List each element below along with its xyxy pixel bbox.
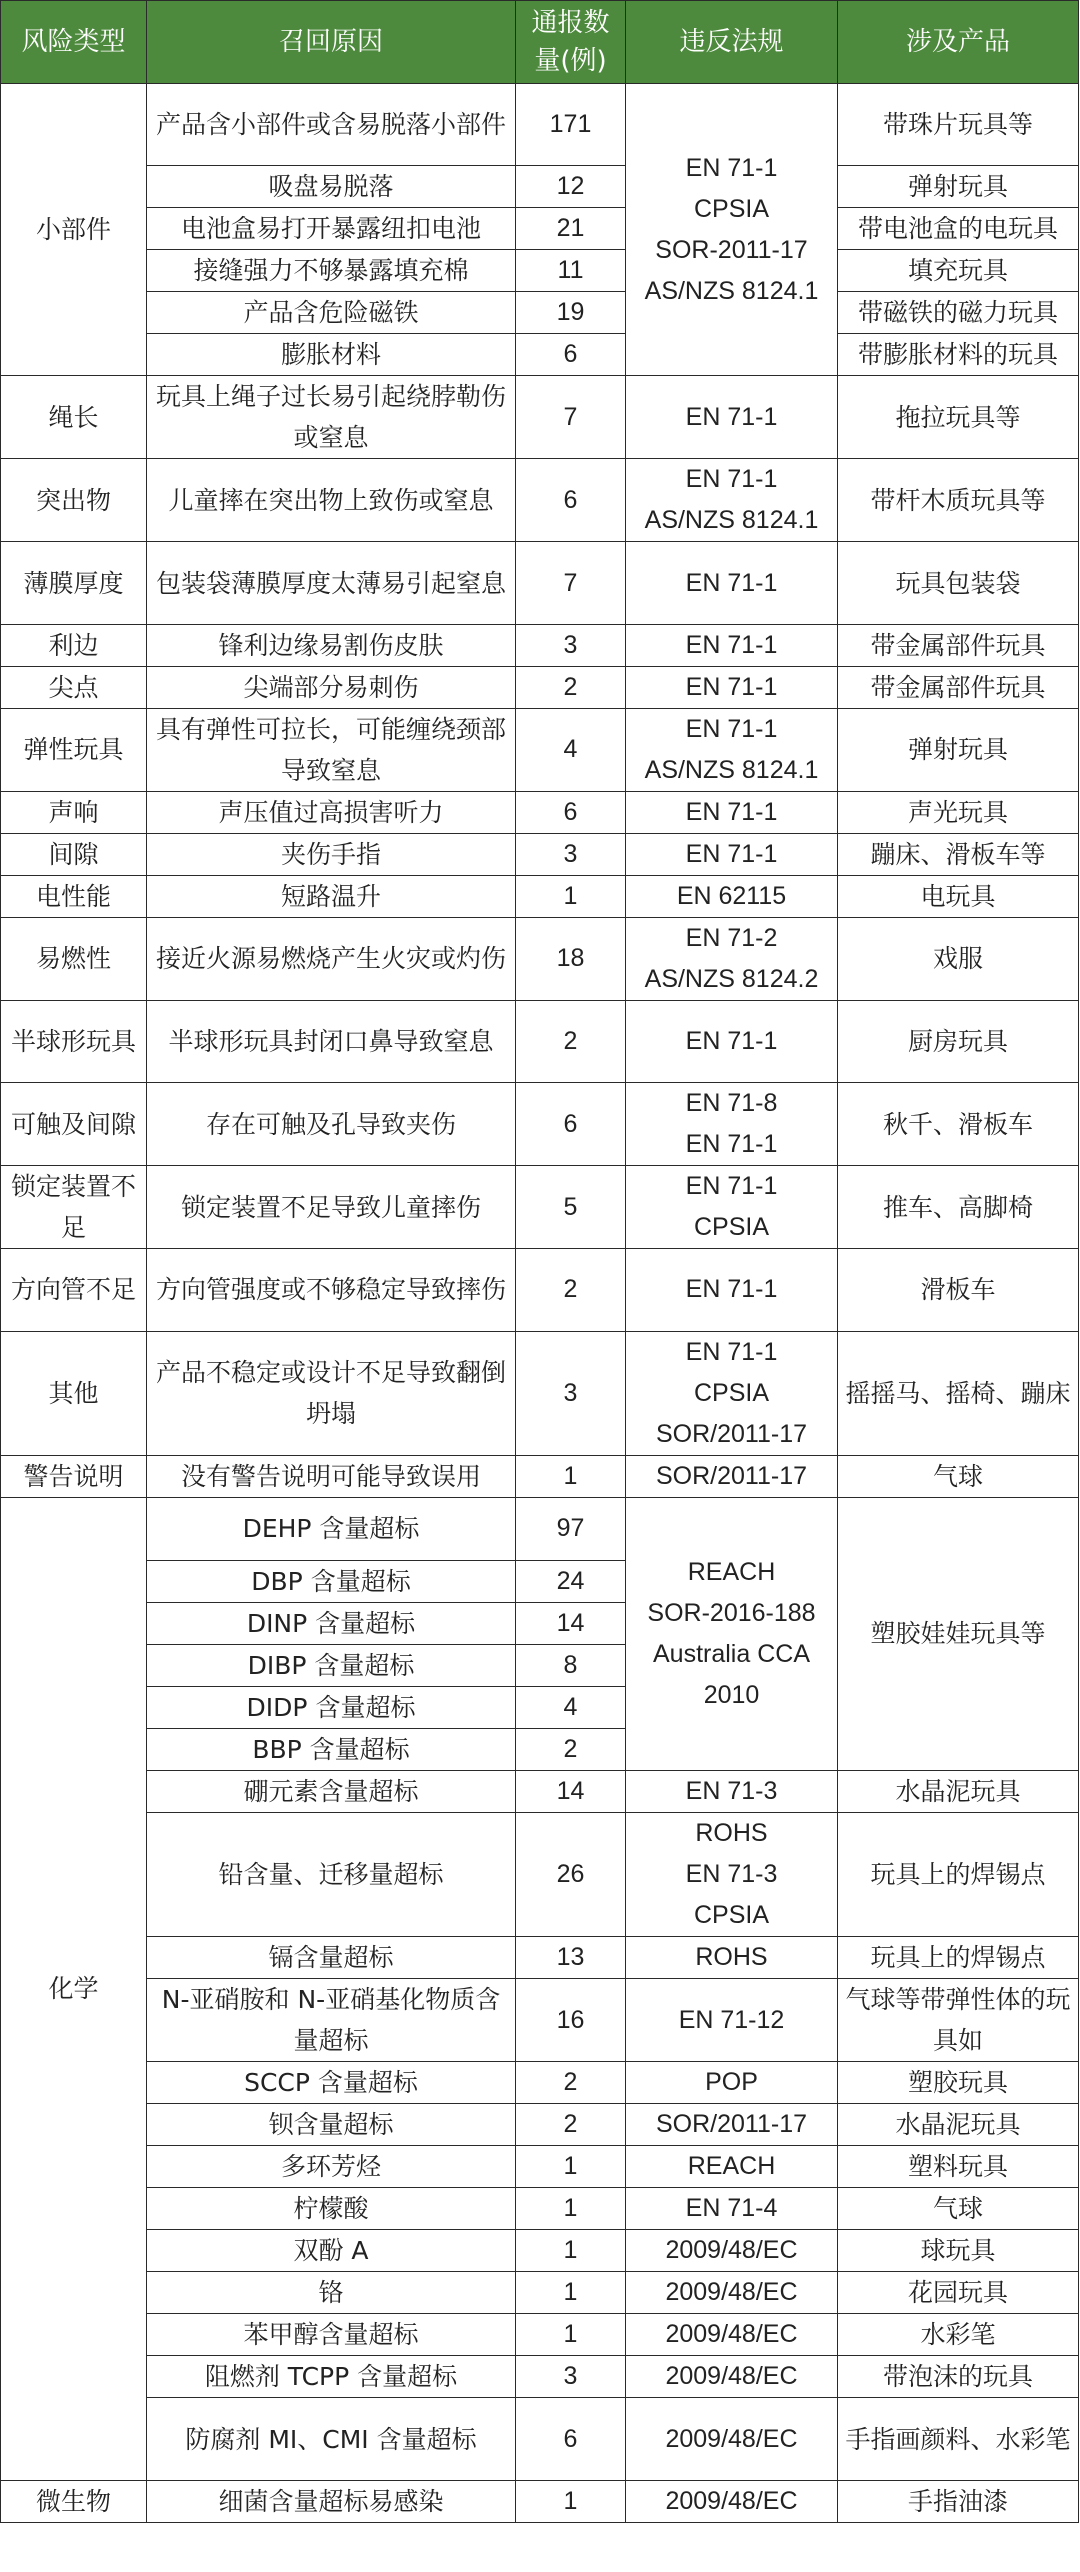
count-cell: 1: [516, 2272, 626, 2314]
header-reason: 召回原因: [147, 1, 516, 84]
product-cell: 推车、高脚椅: [838, 1166, 1079, 1249]
law-line: SOR/2011-17: [655, 1419, 807, 1448]
law-line: 2009/48/EC: [665, 2486, 798, 2515]
product-cell: 带泡沫的玩具: [838, 2356, 1079, 2398]
reason-cell: 半球形玩具封闭口鼻导致窒息: [147, 1000, 516, 1082]
reason-cell: 铅含量、迁移量超标: [147, 1813, 516, 1937]
product-cell: 带电池盒的电玩具: [838, 208, 1079, 250]
law-cell: [626, 708, 838, 791]
law-cell: [626, 2314, 838, 2356]
law-line: AS/NZS 8124.2: [644, 964, 819, 993]
law-line: REACH: [687, 2152, 776, 2181]
product-cell: 带磁铁的磁力玩具: [838, 292, 1079, 334]
reason-cell: 玩具上绳子过长易引起绕脖勒伤或窒息: [147, 376, 516, 459]
law-cell: [626, 2356, 838, 2398]
risk-type-cell: 利边: [1, 624, 147, 666]
risk-type-cell: 间隙: [1, 833, 147, 875]
law-cell: [626, 2062, 838, 2104]
table-row: [1, 1771, 1079, 1813]
law-cell: [626, 666, 838, 708]
risk-type-cell: 微生物: [1, 2480, 147, 2522]
law-cell: [626, 2188, 838, 2230]
count-cell: 16: [516, 1979, 626, 2062]
count-cell: 13: [516, 1937, 626, 1979]
reason-cell: 存在可触及孔导致夹伤: [147, 1083, 516, 1166]
reason-cell: 儿童摔在突出物上致伤或窒息: [147, 459, 516, 542]
law-line: EN 71-1: [685, 797, 778, 826]
count-cell: 6: [516, 791, 626, 833]
reason-cell: DBP 含量超标: [147, 1561, 516, 1603]
reason-cell: 产品不稳定或设计不足导致翻倒坍塌: [147, 1331, 516, 1455]
product-cell: 填充玩具: [838, 250, 1079, 292]
law-cell: [626, 1000, 838, 1082]
law-line: EN 71-1: [685, 153, 778, 182]
product-cell: 电玩具: [838, 875, 1079, 917]
risk-type-cell: 突出物: [1, 459, 147, 542]
table-row: [1, 2146, 1079, 2188]
header-row: [1, 1, 1079, 84]
reason-cell: 包装袋薄膜厚度太薄易引起窒息: [147, 542, 516, 624]
risk-type-cell: 警告说明: [1, 1455, 147, 1497]
law-cell: [626, 1771, 838, 1813]
risk-type-cell: 声响: [1, 791, 147, 833]
table-row: [1, 708, 1079, 791]
law-line: EN 71-1: [685, 1026, 778, 1055]
law-line: EN 71-1: [685, 1337, 778, 1366]
count-cell: 7: [516, 542, 626, 624]
reason-cell: 镉含量超标: [147, 1937, 516, 1979]
table-row: [1, 1331, 1079, 1455]
count-cell: 6: [516, 1083, 626, 1166]
law-cell: [626, 1937, 838, 1979]
table-row: [1, 1166, 1079, 1249]
count-cell: 3: [516, 2356, 626, 2398]
product-cell: 塑料玩具: [838, 2146, 1079, 2188]
law-cell: [626, 376, 838, 459]
law-line: 2010: [703, 1680, 760, 1709]
product-cell: 气球等带弹性体的玩具如: [838, 1979, 1079, 2062]
product-cell: 带珠片玩具等: [838, 84, 1079, 166]
table-row: [1, 166, 1079, 208]
reason-cell: SCCP 含量超标: [147, 2062, 516, 2104]
law-cell: [626, 84, 838, 376]
law-line: ROHS: [695, 1943, 768, 1972]
count-cell: 1: [516, 2480, 626, 2522]
product-cell: 水晶泥玩具: [838, 2104, 1079, 2146]
risk-type-cell: 易燃性: [1, 917, 147, 1000]
law-line: EN 71-1: [685, 1130, 778, 1159]
risk-type-cell: 可触及间隙: [1, 1083, 147, 1166]
law-line: EN 71-1: [685, 402, 778, 431]
law-line: EN 71-12: [678, 2005, 785, 2034]
table-row: [1, 2062, 1079, 2104]
law-line: EN 71-1: [685, 1275, 778, 1304]
table-row: [1, 875, 1079, 917]
table-row: [1, 334, 1079, 376]
count-cell: 2: [516, 2062, 626, 2104]
product-cell: 秋千、滑板车: [838, 1083, 1079, 1166]
law-line: EN 71-2: [685, 923, 778, 952]
count-cell: 6: [516, 459, 626, 542]
law-line: CPSIA: [693, 1378, 770, 1407]
table-row: [1, 1497, 1079, 1561]
reason-cell: 尖端部分易刺伤: [147, 666, 516, 708]
reason-cell: DEHP 含量超标: [147, 1497, 516, 1561]
reason-cell: 多环芳烃: [147, 2146, 516, 2188]
law-line: ROHS: [695, 1819, 768, 1848]
count-cell: 3: [516, 1331, 626, 1455]
reason-cell: BBP 含量超标: [147, 1729, 516, 1771]
reason-cell: 硼元素含量超标: [147, 1771, 516, 1813]
reason-cell: 产品含危险磁铁: [147, 292, 516, 334]
law-line: CPSIA: [693, 1213, 770, 1242]
reason-cell: 柠檬酸: [147, 2188, 516, 2230]
product-cell: 手指油漆: [838, 2480, 1079, 2522]
table-row: [1, 292, 1079, 334]
count-cell: 18: [516, 917, 626, 1000]
product-cell: 手指画颜料、水彩笔: [838, 2398, 1079, 2480]
product-cell: 蹦床、滑板车等: [838, 833, 1079, 875]
reason-cell: 电池盒易打开暴露纽扣电池: [147, 208, 516, 250]
product-cell: 声光玩具: [838, 791, 1079, 833]
table-row: [1, 2230, 1079, 2272]
product-cell: 水晶泥玩具: [838, 1771, 1079, 1813]
product-cell: 戏服: [838, 917, 1079, 1000]
product-cell: 气球: [838, 1455, 1079, 1497]
table-row: [1, 1455, 1079, 1497]
product-cell: 弹射玩具: [838, 708, 1079, 791]
reason-cell: 短路温升: [147, 875, 516, 917]
law-cell: [626, 833, 838, 875]
risk-type-cell: 电性能: [1, 875, 147, 917]
table-row: [1, 2480, 1079, 2522]
reason-cell: N-亚硝胺和 N-亚硝基化物质含量超标: [147, 1979, 516, 2062]
risk-type-cell: 尖点: [1, 666, 147, 708]
table-row: [1, 1249, 1079, 1331]
table-row: [1, 833, 1079, 875]
law-line: Australia CCA: [653, 1639, 810, 1668]
law-cell: [626, 1083, 838, 1166]
table-header: [1, 1, 1079, 84]
law-line: SOR-2011-17: [655, 235, 808, 264]
product-cell: 塑胶娃娃玩具等: [838, 1497, 1079, 1771]
product-cell: 带金属部件玩具: [838, 624, 1079, 666]
reason-cell: 膨胀材料: [147, 334, 516, 376]
count-cell: 2: [516, 1000, 626, 1082]
reason-cell: 钡含量超标: [147, 2104, 516, 2146]
count-cell: 1: [516, 875, 626, 917]
table-row: [1, 208, 1079, 250]
count-cell: 3: [516, 833, 626, 875]
table-row: [1, 624, 1079, 666]
count-cell: 4: [516, 1687, 626, 1729]
law-line: EN 71-1: [685, 630, 778, 659]
reason-cell: 声压值过高损害听力: [147, 791, 516, 833]
count-cell: 4: [516, 708, 626, 791]
reason-cell: DIBP 含量超标: [147, 1645, 516, 1687]
count-cell: 1: [516, 2188, 626, 2230]
count-cell: 24: [516, 1561, 626, 1603]
law-cell: [626, 2230, 838, 2272]
count-cell: 97: [516, 1497, 626, 1561]
law-line: 2009/48/EC: [665, 2236, 798, 2265]
reason-cell: 防腐剂 MI、CMI 含量超标: [147, 2398, 516, 2480]
reason-cell: 产品含小部件或含易脱落小部件: [147, 84, 516, 166]
law-line: AS/NZS 8124.1: [644, 506, 819, 535]
law-cell: [626, 1249, 838, 1331]
law-cell: [626, 1979, 838, 2062]
product-cell: 拖拉玩具等: [838, 376, 1079, 459]
table-row: [1, 1813, 1079, 1937]
reason-cell: 接缝强力不够暴露填充棉: [147, 250, 516, 292]
risk-type-cell: 方向管不足: [1, 1249, 147, 1331]
product-cell: 带膨胀材料的玩具: [838, 334, 1079, 376]
law-line: REACH: [687, 1557, 776, 1586]
law-line: EN 71-1: [685, 568, 778, 597]
law-line: SOR/2011-17: [655, 2110, 807, 2139]
law-line: 2009/48/EC: [665, 2278, 798, 2307]
product-cell: 摇摇马、摇椅、蹦床: [838, 1331, 1079, 1455]
table-row: [1, 2398, 1079, 2480]
product-cell: 水彩笔: [838, 2314, 1079, 2356]
reason-cell: 铬: [147, 2272, 516, 2314]
header-product: 涉及产品: [838, 1, 1079, 84]
risk-type-cell: 小部件: [1, 84, 147, 376]
law-cell: [626, 2104, 838, 2146]
reason-cell: 具有弹性可拉长，可能缠绕颈部导致窒息: [147, 708, 516, 791]
count-cell: 1: [516, 2230, 626, 2272]
table-row: [1, 2356, 1079, 2398]
table-row: [1, 1979, 1079, 2062]
law-cell: [626, 459, 838, 542]
reason-cell: DIDP 含量超标: [147, 1687, 516, 1729]
table-row: [1, 917, 1079, 1000]
law-line: CPSIA: [693, 194, 770, 223]
header-risk-type: 风险类型: [1, 1, 147, 84]
risk-type-cell: 薄膜厚度: [1, 542, 147, 624]
reason-cell: 双酚 A: [147, 2230, 516, 2272]
count-cell: 1: [516, 1455, 626, 1497]
count-cell: 3: [516, 624, 626, 666]
product-cell: 玩具上的焊锡点: [838, 1937, 1079, 1979]
table-row: [1, 2188, 1079, 2230]
law-line: EN 71-1: [685, 1172, 778, 1201]
count-cell: 21: [516, 208, 626, 250]
law-line: EN 71-1: [685, 672, 778, 701]
count-cell: 11: [516, 250, 626, 292]
law-cell: [626, 542, 838, 624]
risk-type-cell: 化学: [1, 1497, 147, 2480]
law-line: POP: [705, 2068, 758, 2097]
law-cell: [626, 917, 838, 1000]
table-row: [1, 1000, 1079, 1082]
count-cell: 12: [516, 166, 626, 208]
reason-cell: 吸盘易脱落: [147, 166, 516, 208]
law-line: SOR/2011-17: [655, 1461, 807, 1490]
count-cell: 2: [516, 1249, 626, 1331]
table-row: [1, 666, 1079, 708]
count-cell: 171: [516, 84, 626, 166]
count-cell: 19: [516, 292, 626, 334]
law-cell: [626, 1166, 838, 1249]
table-row: [1, 84, 1079, 166]
product-cell: 滑板车: [838, 1249, 1079, 1331]
table-row: [1, 2272, 1079, 2314]
law-line: SOR-2016-188: [647, 1598, 816, 1627]
law-cell: [626, 1497, 838, 1771]
count-cell: 6: [516, 334, 626, 376]
reason-cell: DINP 含量超标: [147, 1603, 516, 1645]
law-cell: [626, 1813, 838, 1937]
product-cell: 花园玩具: [838, 2272, 1079, 2314]
reason-cell: 没有警告说明可能导致误用: [147, 1455, 516, 1497]
law-line: 2009/48/EC: [665, 2424, 798, 2453]
table-row: [1, 542, 1079, 624]
table-row: [1, 791, 1079, 833]
count-cell: 2: [516, 2104, 626, 2146]
table-body: [1, 84, 1079, 2523]
reason-cell: 锋利边缘易割伤皮肤: [147, 624, 516, 666]
count-cell: 2: [516, 1729, 626, 1771]
count-cell: 1: [516, 2314, 626, 2356]
law-line: EN 62115: [676, 881, 787, 910]
law-line: 2009/48/EC: [665, 2320, 798, 2349]
count-cell: 7: [516, 376, 626, 459]
product-cell: 球玩具: [838, 2230, 1079, 2272]
product-cell: 带杆木质玩具等: [838, 459, 1079, 542]
product-cell: 厨房玩具: [838, 1000, 1079, 1082]
count-cell: 14: [516, 1771, 626, 1813]
law-line: AS/NZS 8124.1: [644, 755, 819, 784]
law-line: EN 71-3: [685, 1860, 778, 1889]
risk-type-cell: 锁定装置不足: [1, 1166, 147, 1249]
law-line: EN 71-1: [685, 465, 778, 494]
law-cell: [626, 624, 838, 666]
risk-type-cell: 绳长: [1, 376, 147, 459]
table-row: [1, 376, 1079, 459]
law-line: EN 71-4: [685, 2194, 778, 2223]
table-row: [1, 2104, 1079, 2146]
law-cell: [626, 875, 838, 917]
law-line: EN 71-3: [685, 1777, 778, 1806]
product-cell: 玩具包装袋: [838, 542, 1079, 624]
law-cell: [626, 2398, 838, 2480]
reason-cell: 方向管强度或不够稳定导致摔伤: [147, 1249, 516, 1331]
law-line: CPSIA: [693, 1901, 770, 1930]
table-row: [1, 1083, 1079, 1166]
product-cell: 弹射玩具: [838, 166, 1079, 208]
law-cell: [626, 1331, 838, 1455]
reason-cell: 接近火源易燃烧产生火灾或灼伤: [147, 917, 516, 1000]
table-row: [1, 250, 1079, 292]
law-line: EN 71-1: [685, 839, 778, 868]
law-cell: [626, 1455, 838, 1497]
reason-cell: 锁定装置不足导致儿童摔伤: [147, 1166, 516, 1249]
law-cell: [626, 2480, 838, 2522]
law-line: EN 71-1: [685, 714, 778, 743]
reason-cell: 细菌含量超标易感染: [147, 2480, 516, 2522]
count-cell: 5: [516, 1166, 626, 1249]
table-row: [1, 1937, 1079, 1979]
law-cell: [626, 2272, 838, 2314]
table-row: [1, 459, 1079, 542]
law-line: EN 71-8: [685, 1089, 778, 1118]
reason-cell: 阻燃剂 TCPP 含量超标: [147, 2356, 516, 2398]
risk-type-cell: 半球形玩具: [1, 1000, 147, 1082]
header-count: 通报数量(例): [516, 1, 626, 84]
count-cell: 6: [516, 2398, 626, 2480]
product-cell: 气球: [838, 2188, 1079, 2230]
reason-cell: 苯甲醇含量超标: [147, 2314, 516, 2356]
table-row: [1, 2314, 1079, 2356]
product-cell: 玩具上的焊锡点: [838, 1813, 1079, 1937]
reason-cell: 夹伤手指: [147, 833, 516, 875]
law-cell: [626, 2146, 838, 2188]
law-cell: [626, 791, 838, 833]
count-cell: 26: [516, 1813, 626, 1937]
law-line: AS/NZS 8124.1: [644, 276, 819, 305]
count-cell: 1: [516, 2146, 626, 2188]
header-law: 违反法规: [626, 1, 838, 84]
risk-type-cell: 其他: [1, 1331, 147, 1455]
law-line: 2009/48/EC: [665, 2362, 798, 2391]
count-cell: 14: [516, 1603, 626, 1645]
risk-type-cell: 弹性玩具: [1, 708, 147, 791]
product-cell: 带金属部件玩具: [838, 666, 1079, 708]
count-cell: 8: [516, 1645, 626, 1687]
count-cell: 2: [516, 666, 626, 708]
product-cell: 塑胶玩具: [838, 2062, 1079, 2104]
